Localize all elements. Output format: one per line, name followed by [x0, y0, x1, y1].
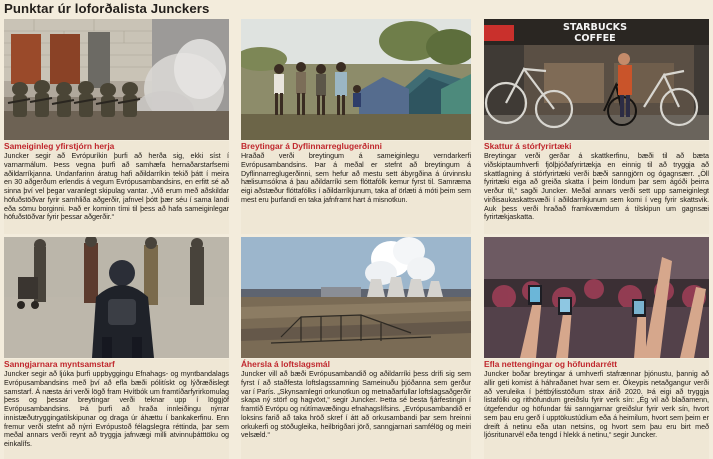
caption-asylum: [241, 141, 471, 234]
caption-internet: [484, 359, 709, 459]
caption-title: Sameiginleg yfirstjórn herja: [4, 141, 115, 151]
caption-title: Breytingar á Dyflinnarreglugerðinni: [241, 141, 383, 151]
caption-title: Áhersla á loftslagsmál: [241, 359, 330, 369]
sign-coffee: COFFEE: [574, 33, 616, 44]
photo-street: [4, 237, 229, 358]
caption-body: Juncker boðar breytingar á umhverfi stafrænnar þjónustu, þannig að allir geti komist á háhraðanet hvar sem er. Ókeypis netaðgangur verði að veruleika í þéttbýlisstöðum strax árið 2020. Þá eigi að tryggja listafólki og rithöfundum greiðslu fyrir verk sín: „Ég vil að blaðamenn, útgefendur og höfundar fái sanngjarnar greiðslur fyrir verk sín, hvort sem þau eru gerð í upptökustúdíum eða á heimilum, hvort sem þeim er dreift á netinu eða utan netsins, og hvort sem þau eru birt með ljósritunarvél eða tengd í hlekk á netinu,“ segir Juncker.: [484, 369, 709, 440]
soldiers-illustration: [4, 19, 229, 140]
caption-body: Hraðað verði breytingum á sameiginlegu verndarkerfi Evrópusambandsins. Þar á meðal er stefnt að breytingum á Dyflinnarreglugerðinni, sem hefur að mestu sett ábyrgðina á úrvinnslu hælisumsókna á þau aðildarríki sem flóttafólk kemur fyrst til. Samræma eigi aðstæður flóttafólks í aðildarríkjunum, taka af örlæti á móti þeim sem mest eru þurfandi en taka jafnframt hart á misnotkun.: [241, 151, 471, 204]
caption-body: Breytingar verði gerðar á skattkerfinu, bæði til að bæta viðskiptaumhverfi fjölþjóðafyrirtækja en einnig til að tryggja að skattlagning á stórfyrirtæki verði bæði sanngjörn og ógagnsærr. „Öll fyrirtæki eiga að greiða skatta í þeim löndum þar sem ágóði þeirra verður til,“ sagði Juncker. Meðal annars verði sett upp sameiginlegt virðisaukaskattsvæði í aðildarríkjunum sem komi í veg fyrir skattsvik. Auk þess verði hraðað framkvæmdum á tilskipun um gagnsæi fyrirtækjaskatta.: [484, 151, 709, 222]
panel-military: [4, 19, 229, 234]
caption-body: Juncker segir að Evrópuríkin þurfi að herða sig, ekki síst í varnarmálum. Þess vegna þurfi að samhæfa hernaðarstarfsemi aðildarríkjanna. Undanfarinn áratug hafi aðildarríkin tekið þátt í meira en 30 aðgerðum erlendis á vegum Evrópusambandsins, en erfitt sé að sinna því vel þegar varanlegt skipulag vantar. „Við erum með aðskildar höfuðstöðvar fyrir samhliða aðgerðir, jafnvel þótt þær séu í sama landi eða sömu borginni. Það er kominn tími til þess að hafa sameiginlegar höfuðstöðvar fyrir þessar aðgerðir.“: [4, 151, 229, 222]
street-illustration: [4, 237, 229, 358]
photo-refugee-camp: [241, 19, 471, 140]
photo-soldiers: [4, 19, 229, 140]
starbucks-illustration: [484, 19, 709, 140]
caption-climate: [241, 359, 471, 459]
refugee-camp-illustration: [241, 19, 471, 140]
photo-power-plant: [241, 237, 471, 358]
caption-title: Sanngjarnara myntsamstarf: [4, 359, 115, 369]
article-headline: Punktar úr loforðalista Junckers: [4, 1, 210, 16]
caption-title: Skattur á stórfyrirtæki: [484, 141, 572, 151]
caption-military: [4, 141, 229, 234]
power-plant-illustration: [241, 237, 471, 358]
caption-tax: [484, 141, 709, 234]
caption-body: Juncker segir að ljúka þurfi uppbyggingu Efnahags- og myntbandalags Evrópusambandsins með því að efla bæði pólitískt og lýðræðislegt samstarf. Á næsta ári verði lögð fram Hvítbók um framtíðarfyrirkomulag þess og þessar breytingar verði teknar upp í löggjöf Evrópusambandsins. Þá þurfi að hraða innleiðingu nýrrar innistæðutryggingatilskipunar og draga úr áhættu í bankakerfinu. Enn fremur verði stefnt að nýrri Evrópustoð félagslegra réttinda, þar sem meðal annars verði reynt að tryggja jafnvægi milli atvinnuþátttöku og einkalífs.: [4, 369, 229, 448]
crowd-phones-illustration: [484, 237, 709, 358]
panel-currency: [4, 237, 229, 459]
caption-title: Efla nettengingar og höfundarrétt: [484, 359, 618, 369]
panel-climate: [241, 237, 471, 459]
panel-tax: [484, 19, 709, 234]
photo-crowd-phones: [484, 237, 709, 358]
sign-starbucks: STARBUCKS: [562, 22, 628, 33]
photo-starbucks: [484, 19, 709, 140]
caption-currency: [4, 359, 229, 459]
panel-asylum: [241, 19, 471, 234]
caption-body: Juncker vill að bæði Evrópusambandið og aðildarríki þess drífi sig sem fyrst í að staðfesta loftslagssamning Sameinuðu þjóðanna sem gerður var í París. „Skynsamlegri orkunotkun og metnaðarfullar loftslagsaðgerðir skapa ný störf og hagvöxt,“ segir Juncker. Þetta sé besta fjárfestingin í framtíð Evrópu og nútímavæðingu efnahagslífsins. „Evrópusambandið er loksins farið að taka hröð skref í átt að orkusambandi þar sem hreinni orkukerfi og stöðugleika, heilbrigðari jörð, sanngjarnari samfélög og meiri velsæld.“: [241, 369, 471, 440]
panel-internet: [484, 237, 709, 459]
